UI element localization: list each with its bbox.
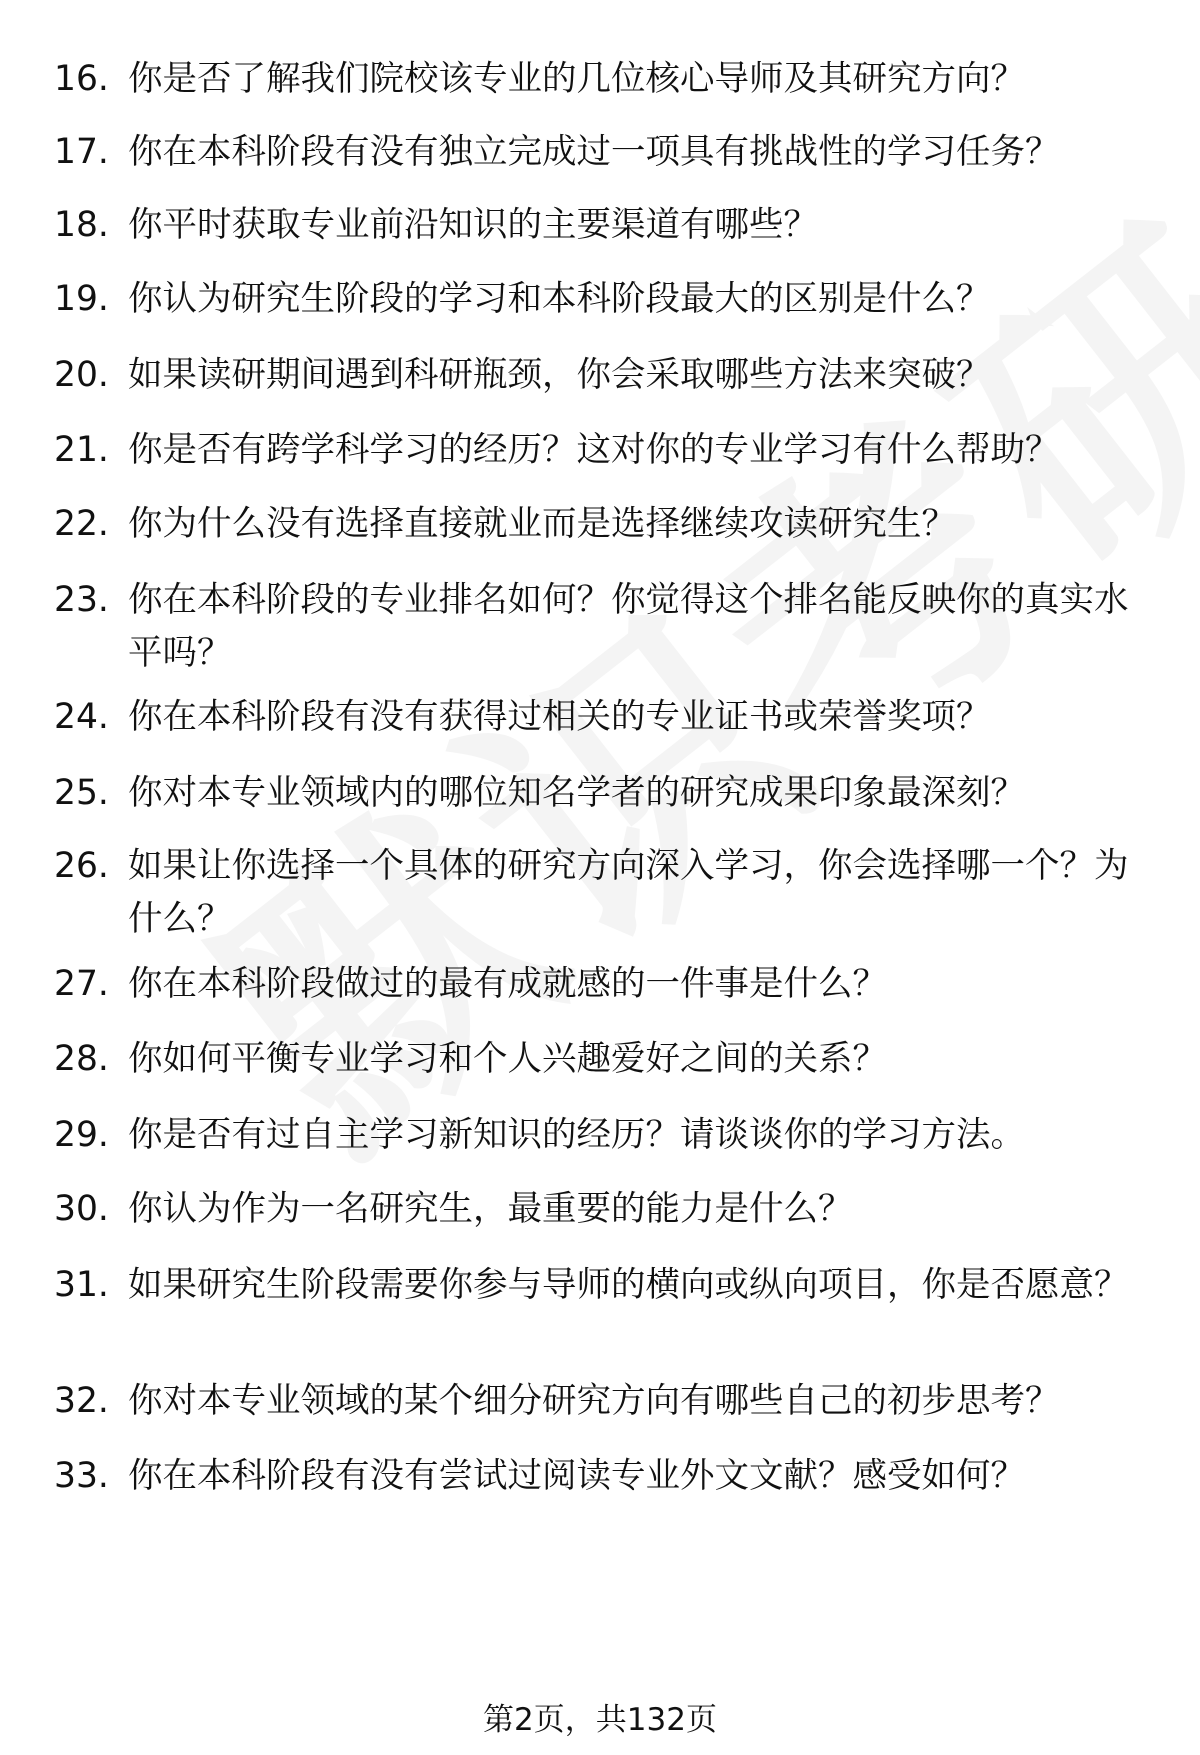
question-number: 20.: [54, 355, 109, 395]
question-text: 你在本科阶段有没有独立完成过一项具有挑战性的学习任务？: [128, 132, 1060, 172]
question-number: 21.: [54, 430, 109, 470]
question-text: 你在本科阶段做过的最有成就感的一件事是什么？: [128, 964, 887, 1004]
question-text: 如果读研期间遇到科研瓶颈，你会采取哪些方法来突破？: [128, 355, 991, 395]
question-text: 你平时获取专业前沿知识的主要渠道有哪些？: [128, 205, 818, 245]
question-number: 24.: [54, 697, 109, 737]
question-number: 18.: [54, 205, 109, 245]
question-text: 你在本科阶段的专业排名如何？你觉得这个排名能反映你的真实水平吗？: [128, 580, 1129, 673]
question-number: 29.: [54, 1115, 109, 1155]
question-text: 你在本科阶段有没有尝试过阅读专业外文文献？感受如何？: [128, 1456, 1025, 1496]
question-text: 你认为作为一名研究生，最重要的能力是什么？: [128, 1189, 853, 1229]
question-number: 17.: [54, 132, 109, 172]
question-number: 28.: [54, 1039, 109, 1079]
question-number: 32.: [54, 1381, 109, 1421]
question-text: 你为什么没有选择直接就业而是选择继续攻读研究生？: [128, 504, 956, 544]
page-footer: 第2页，共132页: [483, 1702, 717, 1738]
question-number: 31.: [54, 1265, 109, 1305]
question-text: 你对本专业领域内的哪位知名学者的研究成果印象最深刻？: [128, 773, 1025, 813]
question-text: 如果让你选择一个具体的研究方向深入学习，你会选择哪一个？为什么？: [128, 846, 1129, 939]
question-number: 19.: [54, 279, 109, 319]
question-text: 你对本专业领域的某个细分研究方向有哪些自己的初步思考？: [128, 1381, 1060, 1421]
question-text: 如果研究生阶段需要你参与导师的横向或纵向项目，你是否愿意？: [128, 1265, 1129, 1305]
question-number: 27.: [54, 964, 109, 1004]
question-number: 16.: [54, 59, 109, 99]
question-text: 你认为研究生阶段的学习和本科阶段最大的区别是什么？: [128, 279, 991, 319]
question-text: 你如何平衡专业学习和个人兴趣爱好之间的关系？: [128, 1039, 887, 1079]
question-text: 你是否有跨学科学习的经历？这对你的专业学习有什么帮助？: [128, 430, 1060, 470]
question-text: 你是否有过自主学习新知识的经历？请谈谈你的学习方法。: [128, 1115, 1025, 1155]
question-text: 你在本科阶段有没有获得过相关的专业证书或荣誉奖项？: [128, 697, 991, 737]
question-number: 26.: [54, 846, 109, 886]
question-number: 30.: [54, 1189, 109, 1229]
question-number: 33.: [54, 1456, 109, 1496]
question-number: 22.: [54, 504, 109, 544]
question-number: 23.: [54, 580, 109, 620]
question-text: 你是否了解我们院校该专业的几位核心导师及其研究方向？: [128, 59, 1025, 99]
question-number: 25.: [54, 773, 109, 813]
